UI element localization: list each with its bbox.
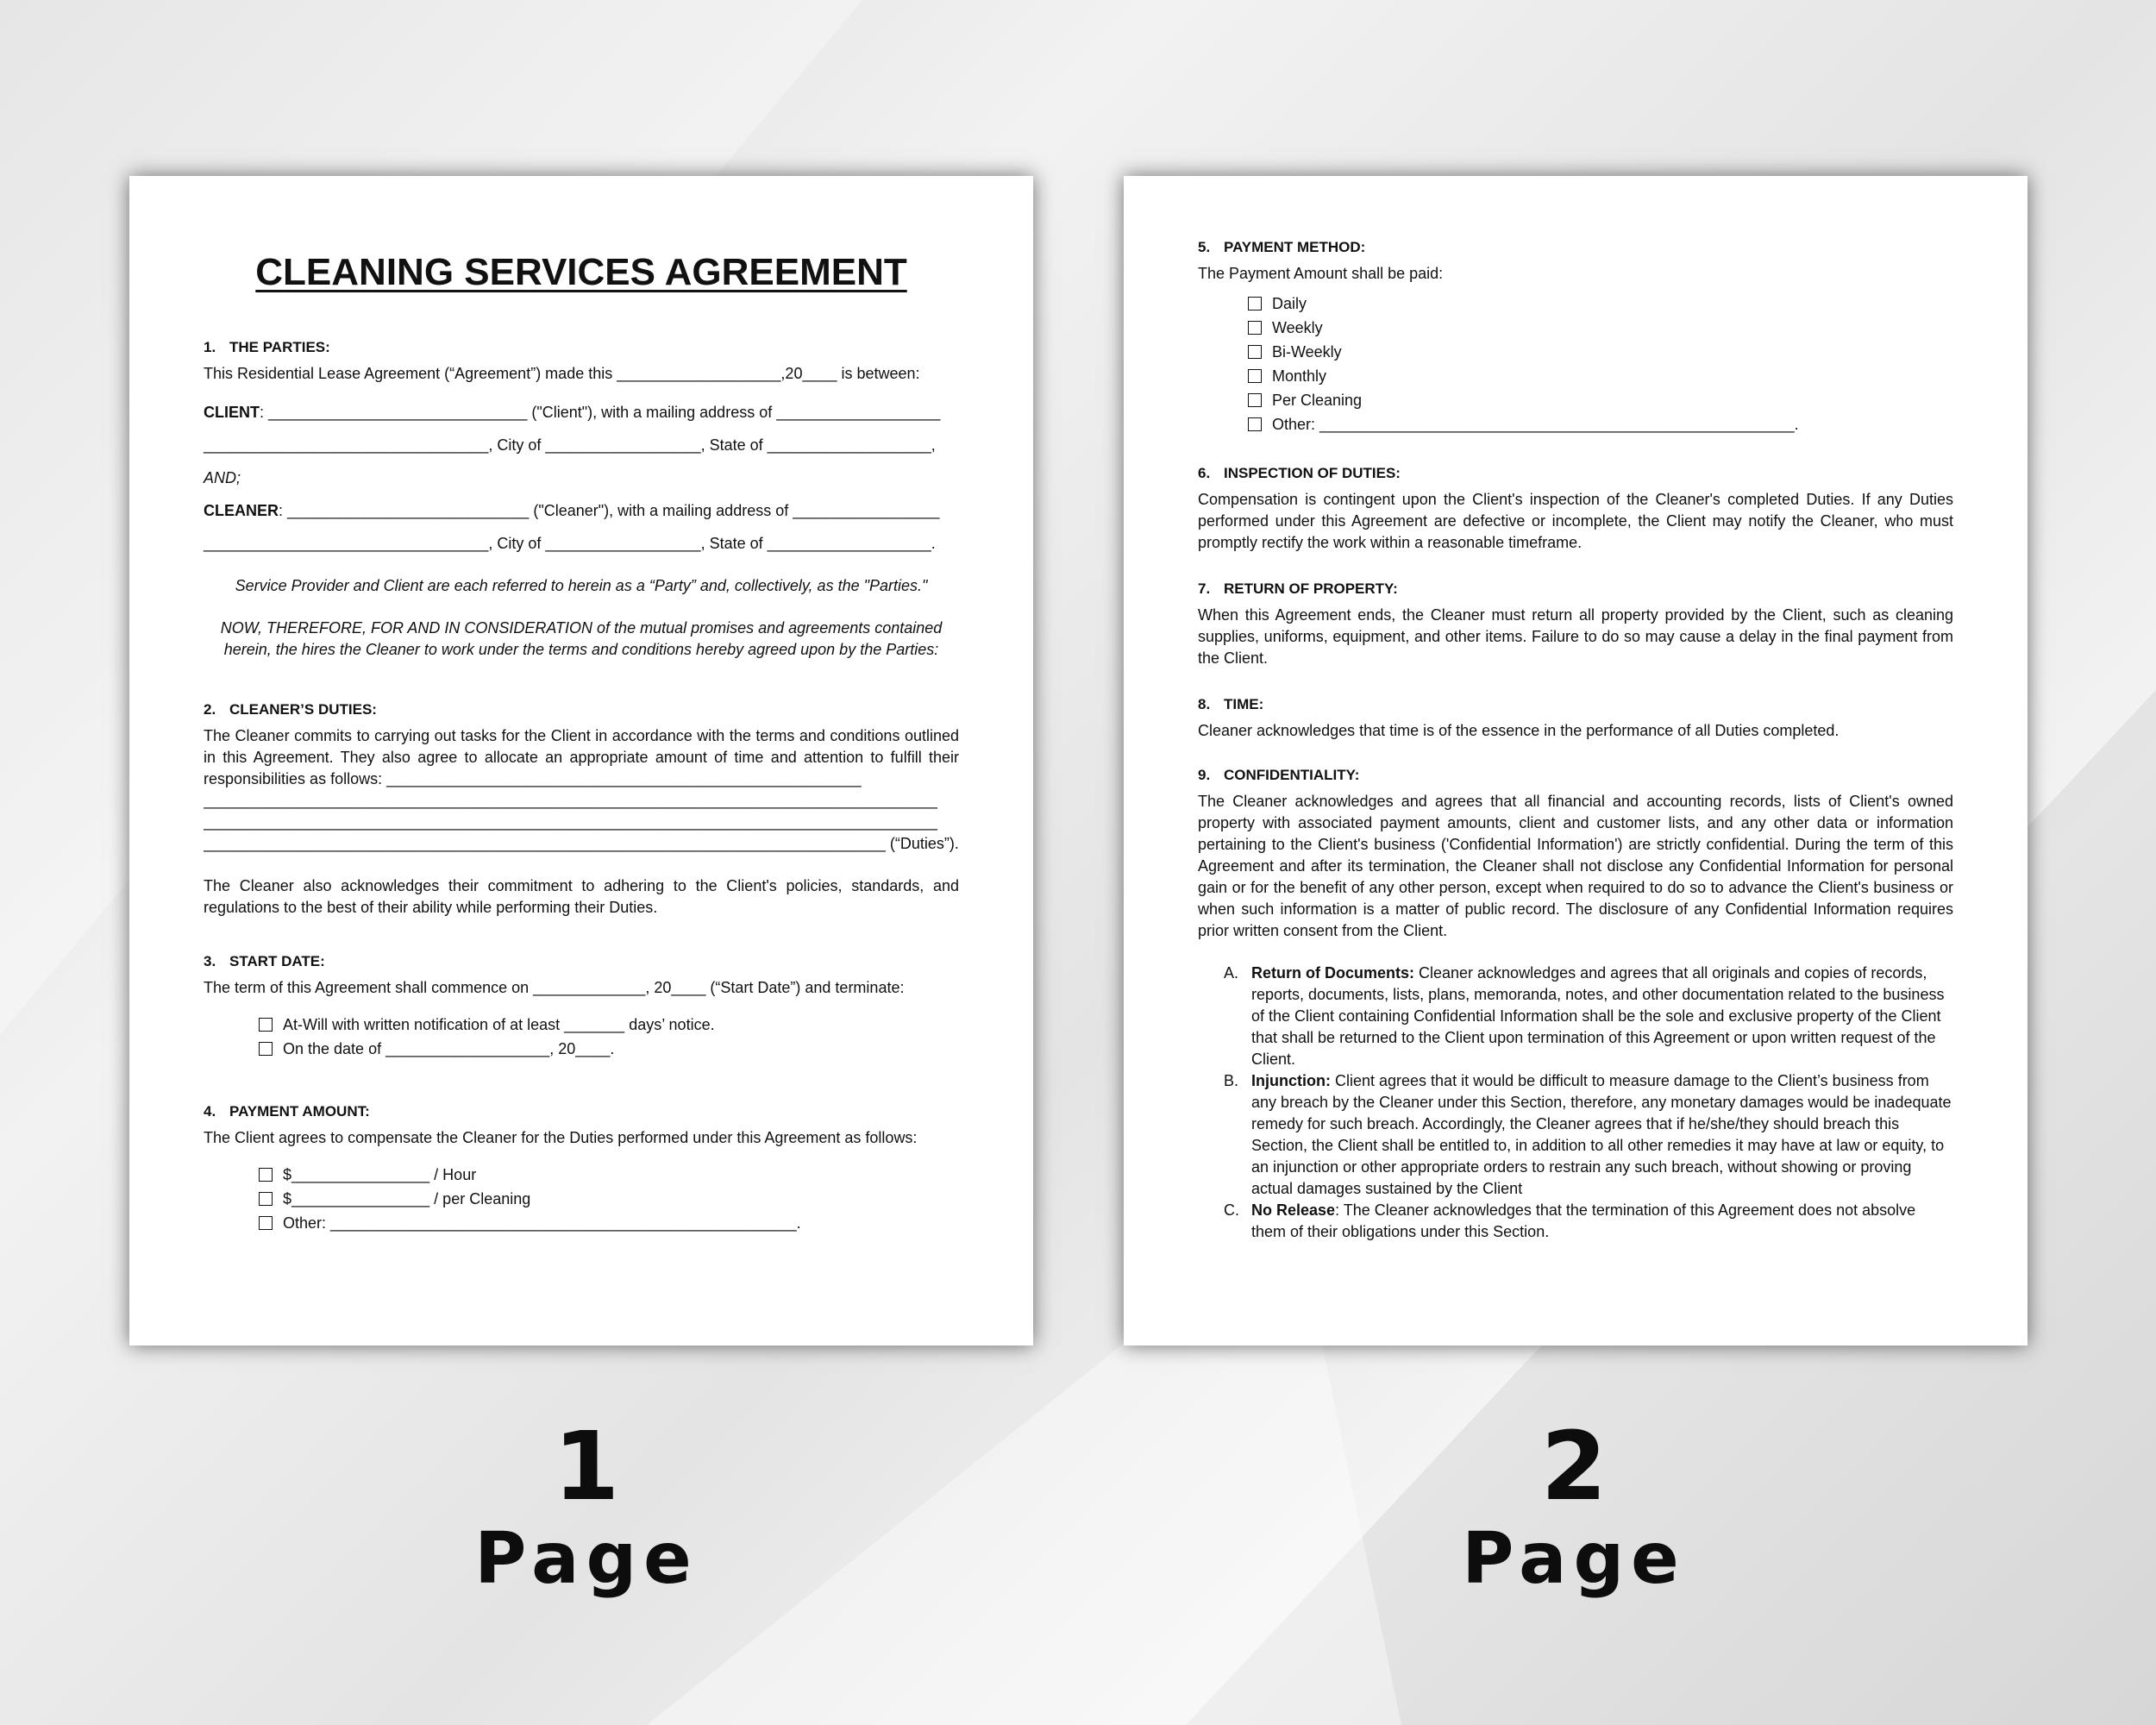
parties-intro: This Residential Lease Agreement (“Agreement”) made this ___________________,20____ is between: <box>204 365 920 382</box>
payment-amount-options <box>204 1163 959 1235</box>
payment-method-body: The Payment Amount shall be paid: <box>1198 265 1444 282</box>
section-number: 2. <box>204 701 216 718</box>
item-letter: C. <box>1224 1201 1239 1219</box>
checkbox[interactable] <box>1248 345 1262 359</box>
list-item <box>1248 364 1953 388</box>
item-text: Client agrees that it would be difficult to measure damage to the Client’s business from any breach by the Cleaner under this Section, therefore, any monetary damages would be inadequate remedy for such breach. Accordingly, the Cleaner agrees that if he/she/they should breach this Section, the Client shall be entitled to, in addition to all other remedies it may have at law or equity, to an injunction or other appropriate orders to restrain any such breach, without showing or proving actual damages sustained by the Client <box>1251 1072 1952 1197</box>
section-number: 6. <box>1198 465 1211 481</box>
duties-blank-line: _______________________________________________________________________________ (“Duties”). <box>204 835 959 852</box>
section-confidentiality <box>1198 764 1953 1243</box>
cleaner-line <box>204 500 959 522</box>
section-time <box>1198 693 1953 742</box>
page-label-2 <box>1315 1411 1833 1601</box>
checkbox[interactable] <box>1248 393 1262 407</box>
client-address: _________________________________, City of __________________, State of ___________________, <box>204 436 936 454</box>
section-payment-method <box>1198 236 1953 436</box>
checkbox[interactable] <box>259 1192 273 1206</box>
duties-acknowledgement: The Cleaner also acknowledges their commitment to adhering to the Client's policies, standards, and regulations to the best of their ability while performing their Duties. <box>204 877 959 916</box>
item-title: Return of Documents: <box>1251 964 1414 982</box>
section-heading: RETURN OF PROPERTY: <box>1224 580 1398 597</box>
list-item <box>1248 340 1953 364</box>
page-number: 2 <box>1540 1411 1608 1521</box>
confidentiality-subsections <box>1198 963 1953 1243</box>
section-heading: INSPECTION OF DUTIES: <box>1224 465 1401 481</box>
section-heading: START DATE: <box>229 953 325 969</box>
item-letter: B. <box>1224 1072 1239 1089</box>
item-letter: A. <box>1224 964 1239 982</box>
document-page-1 <box>129 176 1033 1346</box>
client-fields: : ______________________________ ("Client"), with a mailing address of ___________________ <box>260 404 941 421</box>
option-label: Monthly <box>1272 367 1327 385</box>
option-label: $________________ / per Cleaning <box>283 1190 531 1208</box>
section-number: 5. <box>1198 239 1211 255</box>
checkbox[interactable] <box>259 1042 273 1056</box>
list-item <box>1248 388 1953 412</box>
list-item <box>259 1163 959 1187</box>
list-item <box>1224 1200 1953 1243</box>
section-parties <box>204 336 959 661</box>
now-therefore-clause: NOW, THEREFORE, FOR AND IN CONSIDERATION of the mutual promises and agreements contained herein, the hires the Cleaner to work under the terms and conditions hereby agreed upon by the Parties: <box>220 619 943 658</box>
confidentiality-body: The Cleaner acknowledges and agrees that all financial and accounting records, lists of Client's owned property with associated payment amounts, client and customer lists, and any other data or information pertaining to the Client's business ('Confidential Information') are strictly confidential. During the term of this Agreement and after its termination, the Cleaner shall not disclose any Confidential Information for personal gain or for the benefit of any other person, except when required to do so to advance the Client's business or when such information is a matter of public record. The disclosure of any Confidential Information requires prior written consent from the Client. <box>1198 793 1953 939</box>
section-number: 3. <box>204 953 216 969</box>
section-number: 1. <box>204 339 216 355</box>
cleaner-fields: : ____________________________ ("Cleaner"), with a mailing address of _________________ <box>279 502 940 519</box>
list-item <box>259 1013 959 1037</box>
and-connector: AND; <box>204 469 241 486</box>
option-label: Daily <box>1272 295 1307 312</box>
section-number: 8. <box>1198 696 1211 712</box>
page-word: Page <box>1462 1518 1686 1600</box>
client-label: CLIENT <box>204 404 260 421</box>
option-label: $________________ / Hour <box>283 1166 477 1183</box>
cleaner-label: CLEANER <box>204 502 279 519</box>
start-date-body: The term of this Agreement shall commence on _____________, 20____ (“Start Date”) and terminate: <box>204 979 905 996</box>
checkbox[interactable] <box>259 1216 273 1230</box>
inspection-body: Compensation is contingent upon the Client's inspection of the Cleaner's completed Duties. If any Duties performed under this Agreement are defective or incomplete, the Client may notify the Cleaner, who must promptly rectify the work within a reasonable timeframe. <box>1198 491 1953 551</box>
list-item <box>1248 412 1953 436</box>
section-heading: CONFIDENTIALITY: <box>1224 767 1360 783</box>
section-start-date <box>204 950 959 1061</box>
item-title: Injunction: <box>1251 1072 1331 1089</box>
page-label-1 <box>328 1411 845 1601</box>
section-payment-amount <box>204 1101 959 1235</box>
option-label: Other: _______________________________________________________. <box>1272 416 1799 433</box>
section-number: 4. <box>204 1103 216 1120</box>
time-body: Cleaner acknowledges that time is of the essence in the performance of all Duties completed. <box>1198 722 1839 739</box>
item-text: Cleaner acknowledges and agrees that all originals and copies of records, reports, documents, lists, plans, memoranda, notes, and other documentation related to the business of the Client containing Confidential Information shall be the sole and exclusive property of the Client that shall be returned to the Client upon termination of this Agreement or upon written request of the Client. <box>1251 964 1945 1068</box>
item-title: No Release <box>1251 1201 1336 1219</box>
document-title: CLEANING SERVICES AGREEMENT <box>255 251 907 293</box>
item-text: : The Cleaner acknowledges that the termination of this Agreement does not absolve them of their obligations under this Section. <box>1251 1201 1916 1240</box>
document-page-2 <box>1124 176 2028 1346</box>
section-return-property <box>1198 578 1953 669</box>
duties-blank-line: _____________________________________________________________________________________ <box>204 792 937 809</box>
section-heading: THE PARTIES: <box>229 339 330 355</box>
checkbox[interactable] <box>1248 321 1262 335</box>
list-item <box>259 1187 959 1211</box>
checkbox[interactable] <box>1248 417 1262 431</box>
option-label: On the date of ___________________, 20____. <box>283 1040 615 1057</box>
option-label: Other: ______________________________________________________. <box>283 1214 801 1232</box>
payment-amount-body: The Client agrees to compensate the Cleaner for the Duties performed under this Agreement as follows: <box>204 1129 918 1146</box>
payment-method-options <box>1198 292 1953 436</box>
list-item <box>1248 292 1953 316</box>
checkbox[interactable] <box>1248 369 1262 383</box>
option-label: Bi-Weekly <box>1272 343 1342 361</box>
option-label: Weekly <box>1272 319 1323 336</box>
list-item <box>259 1037 959 1061</box>
section-inspection <box>1198 462 1953 554</box>
section-heading: CLEANER’S DUTIES: <box>229 701 377 718</box>
option-label: At-Will with written notification of at least _______ days’ notice. <box>283 1016 715 1033</box>
list-item <box>259 1211 959 1235</box>
return-property-body: When this Agreement ends, the Cleaner must return all property provided by the Client, such as cleaning supplies, uniforms, equipment, and other items. Failure to do so may cause a delay in the final payment from the Client. <box>1198 606 1953 667</box>
section-heading: PAYMENT AMOUNT: <box>229 1103 370 1120</box>
parties-referred: Service Provider and Client are each referred to herein as a “Party” and, collectively, as the "Parties." <box>235 577 928 594</box>
cleaner-address: _________________________________, City of __________________, State of ___________________. <box>204 535 936 552</box>
checkbox[interactable] <box>259 1018 273 1032</box>
checkbox[interactable] <box>259 1168 273 1182</box>
section-number: 7. <box>1198 580 1211 597</box>
term-options <box>204 1013 959 1061</box>
section-heading: TIME: <box>1224 696 1264 712</box>
list-item <box>1224 963 1953 1070</box>
option-label: Per Cleaning <box>1272 392 1363 409</box>
checkbox[interactable] <box>1248 297 1262 310</box>
section-number: 9. <box>1198 767 1211 783</box>
client-line <box>204 402 959 423</box>
list-item <box>1248 316 1953 340</box>
duties-body: The Cleaner commits to carrying out tasks for the Client in accordance with the terms and conditions outlined in this Agreement. They also agree to allocate an appropriate amount of time and attention to fulfill their responsibilities as follows: _______________________________________________________ <box>204 727 959 787</box>
list-item <box>1224 1070 1953 1200</box>
page-word: Page <box>474 1518 699 1600</box>
duties-blank-line: _____________________________________________________________________________________ <box>204 813 937 831</box>
section-heading: PAYMENT METHOD: <box>1224 239 1366 255</box>
section-duties <box>204 699 959 919</box>
page-number: 1 <box>553 1411 620 1521</box>
